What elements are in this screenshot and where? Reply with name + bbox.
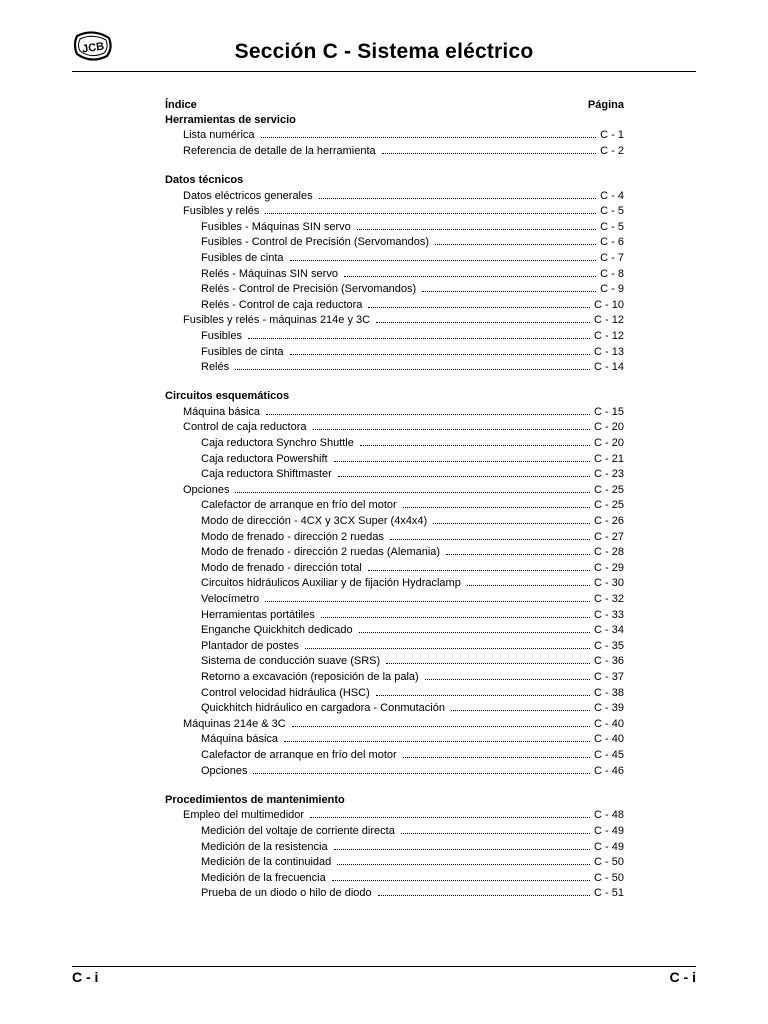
toc-leader-dots <box>265 591 590 602</box>
toc-entry-page: C - 50 <box>594 871 624 884</box>
toc-leader-dots <box>435 234 596 245</box>
toc-leader-dots <box>313 419 591 430</box>
toc-leader-dots <box>451 700 590 711</box>
toc-entry-page: C - 26 <box>594 515 624 528</box>
toc-entry[interactable] <box>165 560 624 576</box>
toc-entry-label: Relés - Control de Precisión (Servomandos) <box>201 283 417 296</box>
toc-entry-label: Control de caja reductora <box>183 421 307 434</box>
toc-section-title: Procedimientos de mantenimiento <box>165 793 345 806</box>
toc-entry-page: C - 46 <box>594 764 624 777</box>
toc-entry-page: C - 36 <box>594 655 624 668</box>
toc-entry[interactable] <box>165 312 624 328</box>
toc-entry-label: Referencia de detalle de la herramienta <box>183 144 376 157</box>
toc-entry-label: Modo de frenado - dirección total <box>201 561 362 574</box>
toc-entry-label: Enganche Quickhitch dedicado <box>201 624 353 637</box>
toc-body <box>165 113 624 901</box>
toc-entry-page: C - 40 <box>594 733 624 746</box>
toc-entry-label: Plantador de postes <box>201 639 299 652</box>
toc-entry[interactable] <box>165 419 624 435</box>
toc-entry[interactable] <box>165 854 624 870</box>
footer-page-right: C - i <box>669 969 696 985</box>
toc-entry[interactable] <box>165 203 624 219</box>
toc-entry-label: Prueba de un diodo o hilo de diodo <box>201 887 372 900</box>
toc-entry-page: C - 8 <box>600 267 624 280</box>
toc-leader-dots <box>321 607 590 618</box>
header-rule <box>72 71 696 72</box>
toc-entry-label: Retorno a excavación (reposición de la pala) <box>201 670 419 683</box>
toc-header <box>165 98 624 113</box>
toc-entry-label: Caja reductora Powershift <box>201 452 328 465</box>
toc-entry-page: C - 29 <box>594 561 624 574</box>
toc-entry-label: Fusibles de cinta <box>201 251 284 264</box>
toc-leader-dots <box>248 328 590 339</box>
toc-entry-label: Medición de la continuidad <box>201 856 332 869</box>
toc-entry-label: Lista numérica <box>183 129 255 142</box>
toc-entry[interactable] <box>165 466 624 482</box>
toc-entry-page: C - 13 <box>594 345 624 358</box>
toc-entry[interactable] <box>165 731 624 747</box>
toc-leader-dots <box>378 885 590 896</box>
toc-leader-dots <box>261 127 597 138</box>
toc-entry[interactable] <box>165 839 624 855</box>
toc-entry-label: Sistema de conducción suave (SRS) <box>201 655 381 668</box>
toc-entry-page: C - 28 <box>594 546 624 559</box>
toc-entry-label: Modo de dirección - 4CX y 3CX Super (4x4x4) <box>201 515 428 528</box>
toc-entry-label: Empleo del multimedidor <box>183 809 305 822</box>
toc-header-index: Índice <box>165 99 197 111</box>
toc-leader-dots <box>290 250 597 261</box>
toc-entry[interactable] <box>165 404 624 420</box>
toc-entry-label: Relés <box>201 361 230 374</box>
toc-entry-page: C - 2 <box>600 144 624 157</box>
toc-leader-dots <box>403 497 590 508</box>
footer-rule <box>72 966 696 967</box>
toc-entry-label: Fusibles - Control de Precisión (Servomandos) <box>201 236 430 249</box>
toc-entry-page: C - 32 <box>594 593 624 605</box>
toc-entry[interactable] <box>165 344 624 360</box>
toc-entry-page: C - 10 <box>594 298 624 311</box>
toc-entry-label: Caja reductora Shiftmaster <box>201 468 332 481</box>
toc-entry-page: C - 21 <box>594 452 624 465</box>
toc-entry-label: Relés - Máquinas SIN servo <box>201 267 338 280</box>
toc-entry[interactable] <box>165 823 624 839</box>
toc-entry-label: Máquina básica <box>183 405 261 418</box>
toc-entry[interactable] <box>165 219 624 235</box>
toc-leader-dots <box>357 219 596 230</box>
toc-entry-page: C - 14 <box>594 361 624 374</box>
toc-entry-label: Fusibles y relés - máquinas 214e y 3C <box>183 314 371 327</box>
toc-entry-label: Medición de la resistencia <box>201 840 328 853</box>
toc-entry[interactable] <box>165 638 624 654</box>
toc-entry-page: C - 35 <box>594 639 624 652</box>
toc-entry-page: C - 12 <box>594 314 624 327</box>
toc-entry-page: C - 15 <box>594 405 624 418</box>
toc-leader-dots <box>284 731 590 742</box>
toc-entry[interactable] <box>165 266 624 282</box>
toc-leader-dots <box>334 839 590 850</box>
toc-entry[interactable] <box>165 328 624 344</box>
footer-page-left: C - i <box>72 969 99 985</box>
toc-entry-page: C - 7 <box>600 251 624 264</box>
toc-leader-dots <box>253 763 590 774</box>
toc-entry[interactable] <box>165 127 624 143</box>
toc-leader-dots <box>290 344 590 355</box>
toc-entry-label: Fusibles y relés <box>183 205 260 218</box>
toc-entry-label: Quickhitch hidráulico en cargadora - Conmutación <box>201 702 445 715</box>
toc-entry[interactable] <box>165 188 624 204</box>
toc-section-title: Datos técnicos <box>165 173 244 186</box>
toc-leader-dots <box>368 297 590 308</box>
toc-entry[interactable] <box>165 297 624 313</box>
toc-entry-page: C - 9 <box>600 283 624 296</box>
toc-entry-label: Relés - Control de caja reductora <box>201 298 363 311</box>
toc-entry-label: Velocímetro <box>201 593 260 605</box>
toc-leader-dots <box>265 203 596 214</box>
toc-leader-dots <box>319 188 597 199</box>
toc-entry-label: Máquina básica <box>201 733 279 746</box>
toc-entry-label: Datos eléctricos generales <box>183 189 313 202</box>
toc-entry[interactable] <box>165 607 624 623</box>
table-of-contents <box>165 98 624 901</box>
toc-entry[interactable] <box>165 143 624 159</box>
toc-entry[interactable] <box>165 482 624 498</box>
toc-entry-page: C - 12 <box>594 329 624 342</box>
toc-entry-label: Calefactor de arranque en frío del motor <box>201 499 397 512</box>
toc-leader-dots <box>403 747 590 758</box>
toc-entry-label: Herramientas portátiles <box>201 608 315 621</box>
toc-entry-page: C - 5 <box>600 220 624 233</box>
toc-entry-page: C - 51 <box>594 887 624 900</box>
toc-entry-page: C - 23 <box>594 468 624 481</box>
toc-entry[interactable] <box>165 497 624 513</box>
toc-leader-dots <box>337 854 590 865</box>
section-gap <box>165 375 624 390</box>
toc-entry-label: Medición de la frecuencia <box>201 871 326 884</box>
toc-leader-dots <box>359 622 590 633</box>
toc-entry[interactable] <box>165 700 624 716</box>
toc-entry[interactable] <box>165 359 624 375</box>
toc-entry[interactable] <box>165 622 624 638</box>
toc-leader-dots <box>386 653 590 664</box>
toc-entry-page: C - 5 <box>600 205 624 218</box>
toc-entry-page: C - 48 <box>594 809 624 822</box>
toc-leader-dots <box>425 669 590 680</box>
toc-leader-dots <box>446 544 590 555</box>
toc-entry[interactable] <box>165 716 624 732</box>
toc-entry-page: C - 20 <box>594 421 624 434</box>
toc-leader-dots <box>344 266 596 277</box>
toc-leader-dots <box>401 823 590 834</box>
toc-entry[interactable] <box>165 529 624 545</box>
toc-leader-dots <box>235 482 590 493</box>
toc-entry[interactable] <box>165 591 624 607</box>
toc-header-page: Página <box>587 99 624 111</box>
toc-entry-page: C - 38 <box>594 686 624 699</box>
toc-entry[interactable] <box>165 807 624 823</box>
toc-entry[interactable] <box>165 250 624 266</box>
toc-entry-page: C - 6 <box>600 236 624 249</box>
toc-entry-page: C - 45 <box>594 748 624 761</box>
section-gap <box>165 158 624 173</box>
toc-entry[interactable] <box>165 653 624 669</box>
toc-entry-page: C - 34 <box>594 624 624 637</box>
toc-entry-label: Circuitos hidráulicos Auxiliar y de fijación Hydraclamp <box>201 577 461 590</box>
title-text: Sección C - Sistema eléctrico <box>234 40 534 63</box>
toc-entry[interactable] <box>165 685 624 701</box>
toc-leader-dots <box>338 466 590 477</box>
toc-leader-dots <box>360 435 590 446</box>
toc-entry-label: Opciones <box>183 483 230 496</box>
toc-entry-page: C - 20 <box>594 437 624 450</box>
toc-entry-label: Fusibles <box>201 329 242 342</box>
section-gap <box>165 778 624 793</box>
toc-entry[interactable] <box>165 435 624 451</box>
toc-entry-page: C - 27 <box>594 530 624 543</box>
toc-section-title: Herramientas de servicio <box>165 113 296 126</box>
toc-leader-dots <box>266 404 590 415</box>
toc-entry[interactable] <box>165 281 624 297</box>
toc-entry[interactable] <box>165 763 624 779</box>
toc-entry-label: Fusibles - Máquinas SIN servo <box>201 220 351 233</box>
toc-entry-page: C - 1 <box>600 129 624 142</box>
toc-entry-page: C - 49 <box>594 840 624 853</box>
toc-entry-page: C - 25 <box>594 483 624 496</box>
toc-leader-dots <box>376 685 590 696</box>
toc-entry[interactable] <box>165 885 624 901</box>
page-title <box>0 40 768 64</box>
toc-entry-page: C - 4 <box>600 189 624 202</box>
toc-leader-dots <box>235 359 590 370</box>
toc-entry-label: Caja reductora Synchro Shuttle <box>201 437 354 450</box>
toc-entry-page: C - 37 <box>594 670 624 683</box>
toc-entry-page: C - 49 <box>594 824 624 837</box>
toc-entry-label: Control velocidad hidráulica (HSC) <box>201 686 370 699</box>
toc-leader-dots <box>292 716 590 727</box>
logo-text: JCB <box>81 40 105 56</box>
toc-entry[interactable] <box>165 870 624 886</box>
toc-entry-page: C - 40 <box>594 717 624 730</box>
toc-leader-dots <box>422 281 596 292</box>
toc-entry-label: Calefactor de arranque en frío del motor <box>201 748 397 761</box>
toc-leader-dots <box>467 575 590 586</box>
toc-entry-label: Fusibles de cinta <box>201 345 284 358</box>
toc-entry-label: Opciones <box>201 764 248 777</box>
toc-leader-dots <box>433 513 590 524</box>
toc-entry-label: Modo de frenado - dirección 2 ruedas (Alemania) <box>201 546 441 559</box>
toc-entry[interactable] <box>165 513 624 529</box>
toc-entry[interactable] <box>165 669 624 685</box>
toc-entry[interactable] <box>165 234 624 250</box>
toc-leader-dots <box>390 529 590 540</box>
toc-entry-page: C - 30 <box>594 577 624 590</box>
toc-entry-label: Máquinas 214e & 3C <box>183 717 286 730</box>
toc-leader-dots <box>368 560 590 571</box>
toc-leader-dots <box>382 143 597 154</box>
toc-entry-page: C - 39 <box>594 702 624 715</box>
toc-leader-dots <box>332 870 590 881</box>
toc-entry[interactable] <box>165 575 624 591</box>
toc-leader-dots <box>334 451 590 462</box>
toc-section-title: Circuitos esquemáticos <box>165 390 290 403</box>
toc-entry-label: Modo de frenado - dirección 2 ruedas <box>201 530 384 543</box>
toc-entry[interactable] <box>165 544 624 560</box>
toc-leader-dots <box>310 807 590 818</box>
toc-entry[interactable] <box>165 451 624 467</box>
toc-entry-page: C - 50 <box>594 856 624 869</box>
toc-leader-dots <box>305 638 590 649</box>
toc-entry[interactable] <box>165 747 624 763</box>
toc-leader-dots <box>376 312 590 323</box>
toc-entry-page: C - 33 <box>594 608 624 621</box>
toc-entry-page: C - 25 <box>594 499 624 512</box>
toc-entry-label: Medición del voltaje de corriente directa <box>201 824 395 837</box>
